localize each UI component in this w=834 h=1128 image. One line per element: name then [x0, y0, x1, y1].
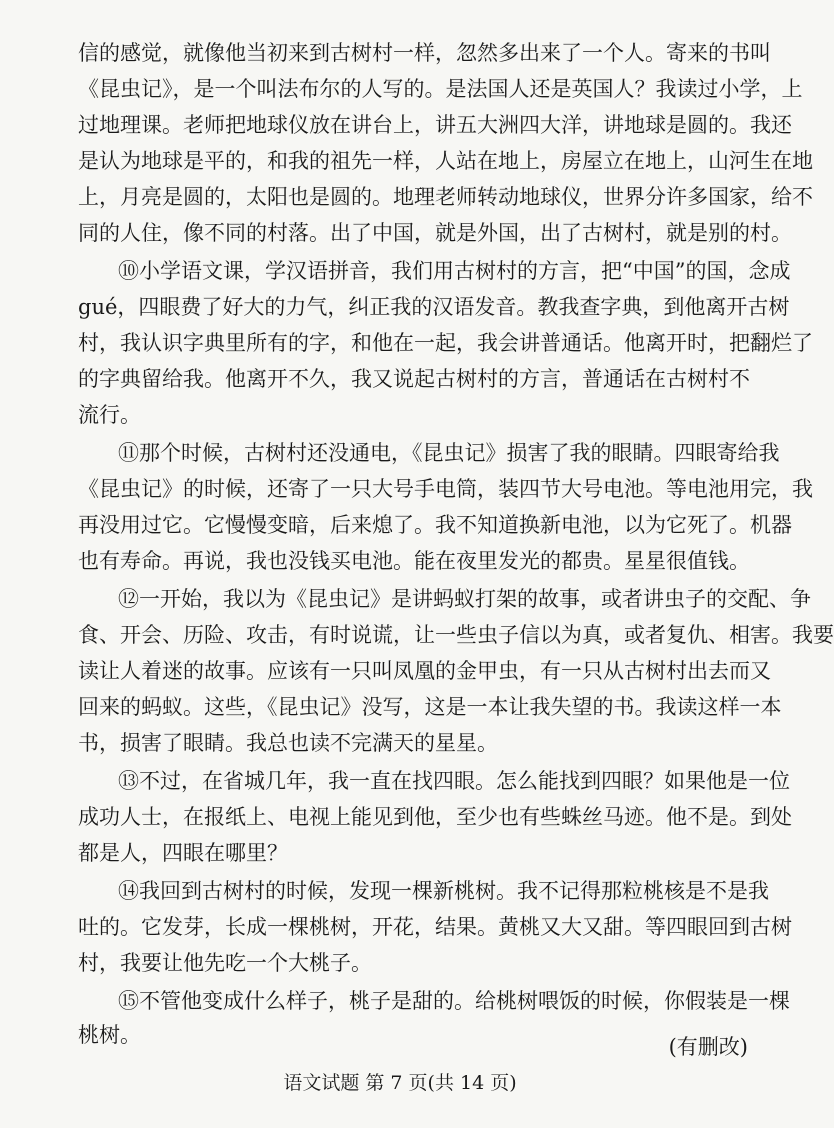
paragraph-11-start: ⑪那个时候，古树村还没通电，《昆虫记》损害了我的眼睛。四眼寄给我 — [118, 441, 780, 465]
paragraph-15-start: ⑮不管他变成什么样子，桃子是甜的。给桃树喂饭的时候，你假装是一棵 — [118, 989, 790, 1013]
paragraph-13-start: ⑬不过，在省城几年，我一直在找四眼。怎么能找到四眼？如果他是一位 — [118, 769, 790, 793]
paragraph-10-start: ⑩小学语文课，学汉语拼音，我们用古树村的方言，把“中国”的国，念成 — [118, 259, 791, 283]
text-line: 书，损害了眼睛。我总也读不完满天的星星。 — [78, 731, 498, 755]
text-line: 过地理课。老师把地球仪放在讲台上，讲五大洲四大洋，讲地球是圆的。我还 — [78, 113, 792, 137]
text-line: 村，我认识字典里所有的字，和他在一起，我会讲普通话。他离开时，把翻烂了 — [78, 331, 813, 355]
text-line: 食、开会、历险、攻击，有时说谎，让一些虫子信以为真，或者复仇、相害。我要 — [78, 623, 834, 647]
source-note: (有删改) — [668, 1035, 748, 1059]
text-line: 同的人住，像不同的村落。出了中国，就是外国，出了古树村，就是别的村。 — [78, 221, 792, 245]
text-line: 成功人士，在报纸上、电视上能见到他，至少也有些蛛丝马迹。他不是。到处 — [78, 805, 792, 829]
page-footer: 语文试题 第 7 页(共 14 页) — [283, 1072, 517, 1094]
text-line: 信的感觉，就像他当初来到古树村一样，忽然多出来了一个人。寄来的书叫 — [78, 41, 771, 65]
text-line: 吐的。它发芽，长成一棵桃树，开花，结果。黄桃又大又甜。等四眼回到古树 — [78, 915, 792, 939]
text-line: 的字典留给我。他离开不久，我又说起古树村的方言，普通话在古树村不 — [78, 367, 750, 391]
text-line: 《昆虫记》的时候，还寄了一只大号手电筒，装四节大号电池。等电池用完，我 — [78, 477, 813, 501]
text-line: 流行。 — [78, 403, 141, 427]
text-line: 是认为地球是平的，和我的祖先一样，人站在地上，房屋立在地上，山河生在地 — [78, 149, 813, 173]
text-line: 上，月亮是圆的，太阳也是圆的。地理老师转动地球仪，世界分许多国家，给不 — [78, 185, 813, 209]
text-line: 村，我要让他先吃一个大桃子。 — [78, 951, 372, 975]
paragraph-14-start: ⑭我回到古树村的时候，发现一棵新桃树。我不记得那粒桃核是不是我 — [118, 879, 769, 903]
paragraph-12-start: ⑫一开始，我以为《昆虫记》是讲蚂蚁打架的故事，或者讲虫子的交配、争 — [118, 587, 811, 611]
text-line: 读让人着迷的故事。应该有一只叫凤凰的金甲虫，有一只从古树村出去而又 — [78, 659, 771, 683]
text-line: 再没用过它。它慢慢变暗，后来熄了。我不知道换新电池，以为它死了。机器 — [78, 513, 792, 537]
text-line: 《昆虫记》，是一个叫法布尔的人写的。是法国人还是英国人？我读过小学，上 — [78, 77, 803, 101]
text-line: 都是人，四眼在哪里？ — [78, 841, 288, 865]
text-line: 回来的蚂蚁。这些，《昆虫记》没写，这是一本让我失望的书。我读这样一本 — [78, 695, 782, 719]
text-line: gué，四眼费了好大的力气，纠正我的汉语发音。教我查字典，到他离开古树 — [78, 295, 790, 319]
text-line: 桃树。 — [78, 1023, 141, 1047]
text-line: 也有寿命。再说，我也没钱买电池。能在夜里发光的都贵。星星很值钱。 — [78, 549, 750, 573]
